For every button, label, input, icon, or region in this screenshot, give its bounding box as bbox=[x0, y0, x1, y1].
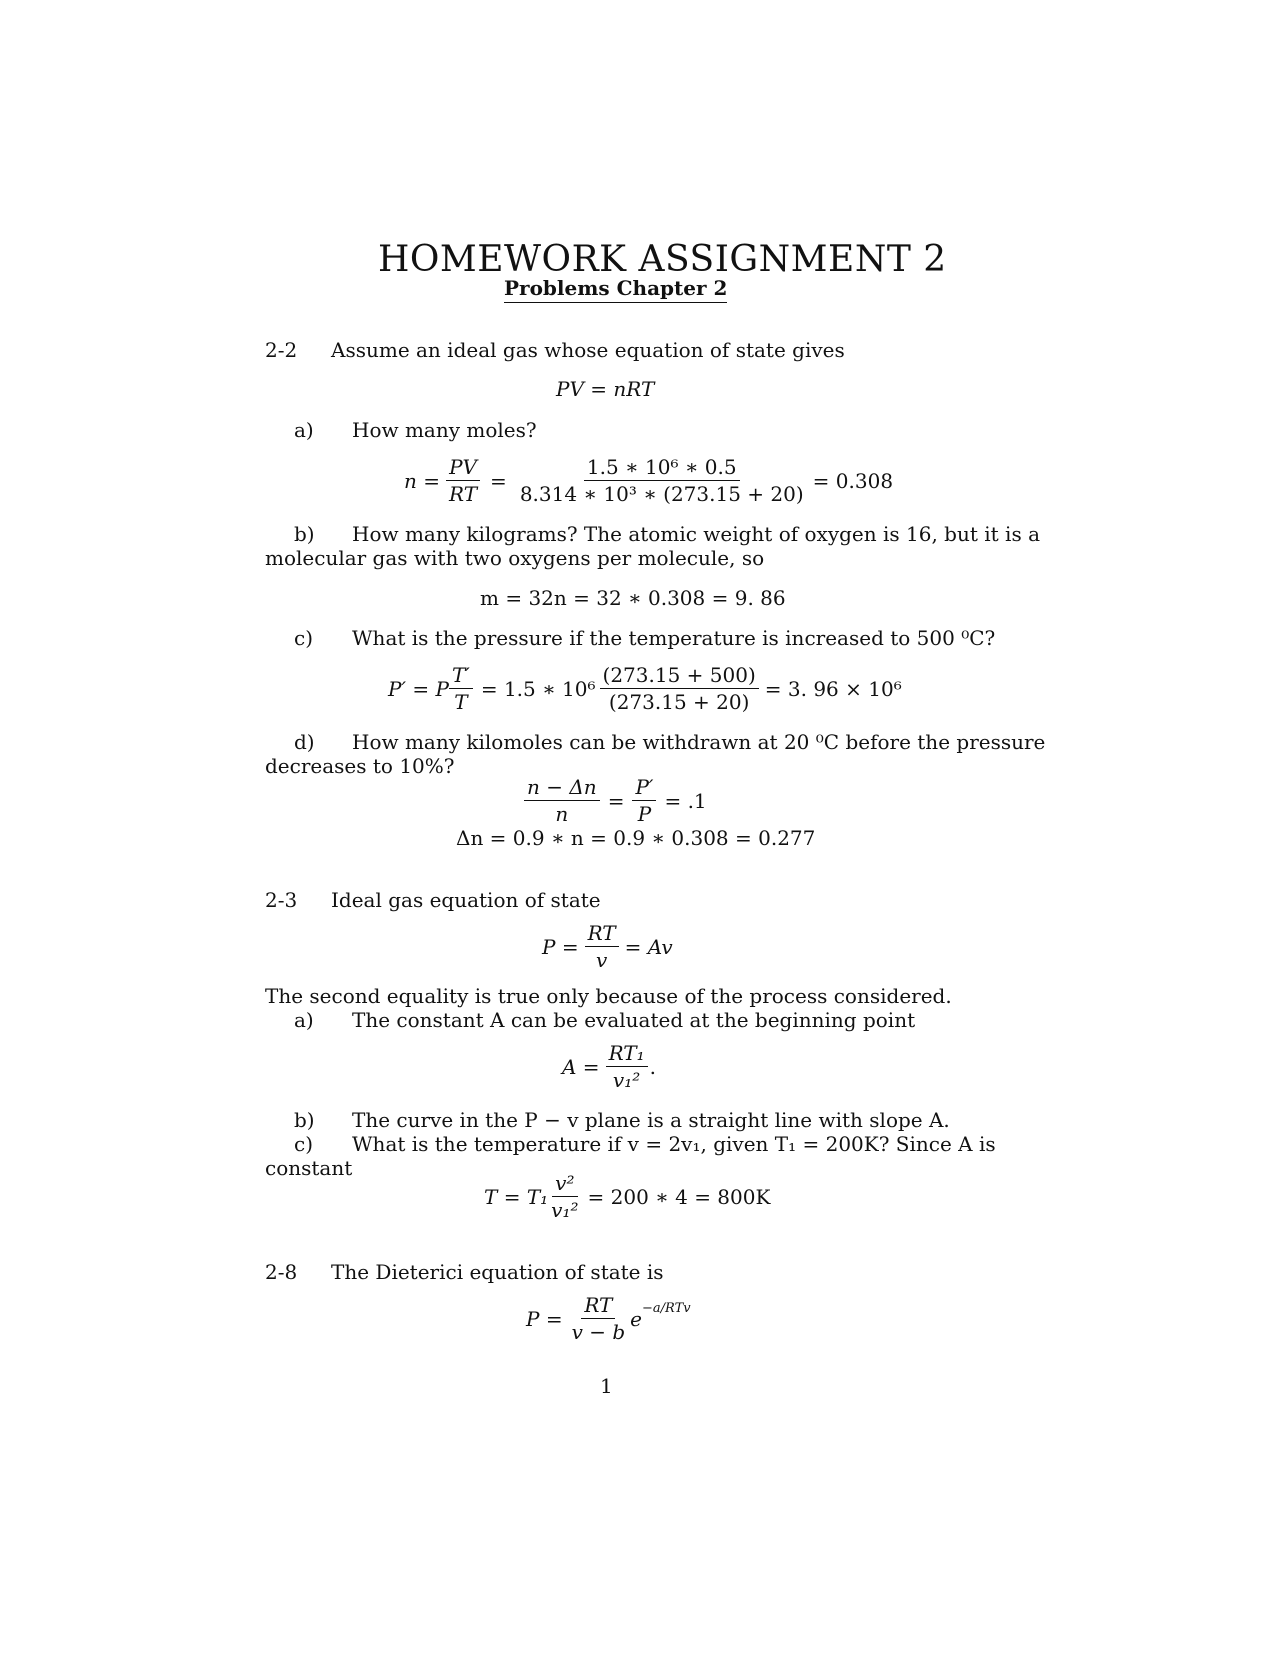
equation-temperature bbox=[484, 1172, 770, 1221]
eq-lhs: T = T₁ bbox=[484, 1184, 549, 1209]
equation-withdrawal-ratio bbox=[524, 776, 707, 825]
frac-num: RT₁ bbox=[606, 1042, 648, 1067]
frac-num: PV bbox=[446, 456, 480, 481]
frac-num: RT bbox=[581, 1294, 615, 1319]
part-d-text-2: decreases to 10%? bbox=[265, 754, 455, 778]
part-a-text: How many moles? bbox=[352, 418, 537, 442]
frac-den: T bbox=[454, 690, 468, 714]
eq-mid: = 1.5 ∗ 10⁶ bbox=[480, 676, 596, 701]
frac-num: (273.15 + 500) bbox=[600, 664, 759, 689]
fraction-temps bbox=[600, 664, 759, 713]
eq-rhs: = Av bbox=[624, 934, 673, 959]
eq-lhs: n = bbox=[404, 468, 440, 493]
part-b-text: The curve in the P − v plane is a straight line with slope A. bbox=[352, 1108, 950, 1132]
fraction-t-ratio bbox=[449, 664, 473, 713]
eq-rhs: = 200 ∗ 4 = 800K bbox=[587, 1184, 771, 1209]
part-c-text-2: constant bbox=[265, 1156, 353, 1180]
eq-lhs: A = bbox=[562, 1054, 600, 1079]
equation-delta-n: Δn = 0.9 ∗ n = 0.9 ∗ 0.308 = 0.277 bbox=[456, 826, 816, 850]
fraction-rt-v bbox=[585, 922, 619, 971]
equation-constant-a bbox=[562, 1042, 656, 1091]
part-a-label: a) bbox=[294, 418, 314, 442]
eq-sign: = bbox=[607, 788, 625, 813]
equation-ideal-gas-av bbox=[542, 922, 673, 971]
eq-lhs: P = bbox=[542, 934, 579, 959]
equation-moles bbox=[404, 456, 893, 505]
problem-2-3-intro: Ideal gas equation of state bbox=[331, 888, 601, 912]
equation-mass: m = 32n = 32 ∗ 0.308 = 9. 86 bbox=[480, 586, 786, 610]
equation-pv-nrt: PV = nRT bbox=[556, 377, 655, 401]
exp-base: e bbox=[630, 1306, 642, 1331]
problem-2-2-intro: Assume an ideal gas whose equation of state gives bbox=[331, 338, 845, 362]
problem-2-8-number: 2-8 bbox=[265, 1260, 298, 1284]
part-c-text: What is the pressure if the temperature is increased to 500 ⁰C? bbox=[352, 626, 996, 650]
fraction-numeric bbox=[517, 456, 807, 505]
part-b-text-2: molecular gas with two oxygens per molecule, so bbox=[265, 546, 765, 570]
fraction-pv-rt bbox=[446, 456, 480, 505]
frac-den: v₁² bbox=[612, 1068, 641, 1092]
eq-result: = 3. 96 × 10⁶ bbox=[764, 676, 902, 701]
eq-result: = 0.308 bbox=[812, 468, 894, 493]
frac-den: v − b bbox=[571, 1320, 626, 1344]
eq-sign: = bbox=[490, 468, 507, 493]
frac-num: RT bbox=[585, 922, 619, 947]
frac-num: P′ bbox=[632, 776, 656, 801]
frac-den: n bbox=[555, 802, 569, 826]
frac-den: RT bbox=[449, 482, 478, 506]
eq-tail: . bbox=[649, 1054, 656, 1079]
frac-num: T′ bbox=[449, 664, 473, 689]
part-a-text: The constant A can be evaluated at the beginning point bbox=[352, 1008, 916, 1032]
frac-den: P bbox=[637, 802, 652, 826]
problem-2-3-number: 2-3 bbox=[265, 888, 298, 912]
frac-den: v₁² bbox=[551, 1198, 579, 1222]
part-c-label: c) bbox=[294, 626, 314, 650]
frac-num: n − Δn bbox=[524, 776, 600, 801]
part-d-label: d) bbox=[294, 730, 315, 754]
eq-lhs: P′ = P bbox=[388, 676, 449, 701]
fraction-rt-vb bbox=[569, 1294, 629, 1343]
fraction-p-ratio bbox=[632, 776, 656, 825]
fraction-n-ratio bbox=[524, 776, 600, 825]
part-a-label: a) bbox=[294, 1008, 314, 1032]
eq-result: = .1 bbox=[664, 788, 707, 813]
fraction-rt1-v1sq bbox=[606, 1042, 648, 1091]
part-d-text-1: How many kilomoles can be withdrawn at 20 ⁰C before the pressure bbox=[352, 730, 1046, 754]
frac-num: v² bbox=[552, 1172, 577, 1197]
subtitle-text: Problems Chapter 2 bbox=[504, 276, 727, 303]
eq-lhs: P = bbox=[526, 1306, 563, 1331]
part-c-label: c) bbox=[294, 1132, 314, 1156]
page-subtitle bbox=[504, 276, 727, 300]
frac-den: 8.314 ∗ 10³ ∗ (273.15 + 20) bbox=[519, 482, 804, 506]
fraction-v-ratio bbox=[548, 1172, 581, 1221]
frac-num: 1.5 ∗ 10⁶ ∗ 0.5 bbox=[584, 456, 740, 481]
frac-den: (273.15 + 20) bbox=[608, 690, 750, 714]
equation-dieterici: P = $\frac{RT}{v - b}$ e $^{-a/RTv}$ bbox=[526, 1293, 691, 1344]
problem-2-8-intro: The Dieterici equation of state is bbox=[331, 1260, 664, 1284]
part-b-label: b) bbox=[294, 1108, 315, 1132]
part-b-text-1: How many kilograms? The atomic weight of oxygen is 16, but it is a bbox=[352, 522, 1040, 546]
problem-2-2-number: 2-2 bbox=[265, 338, 298, 362]
problem-2-3-note: The second equality is true only because of the process considered. bbox=[265, 984, 952, 1008]
page-title: HOMEWORK ASSIGNMENT 2 bbox=[378, 239, 947, 280]
equation-pressure bbox=[388, 664, 902, 713]
part-c-text-1: What is the temperature if v = 2v₁, given T₁ = 200K? Since A is bbox=[352, 1132, 996, 1156]
part-b-label: b) bbox=[294, 522, 315, 546]
page-number: 1 bbox=[600, 1374, 613, 1398]
frac-den: v bbox=[595, 948, 608, 972]
